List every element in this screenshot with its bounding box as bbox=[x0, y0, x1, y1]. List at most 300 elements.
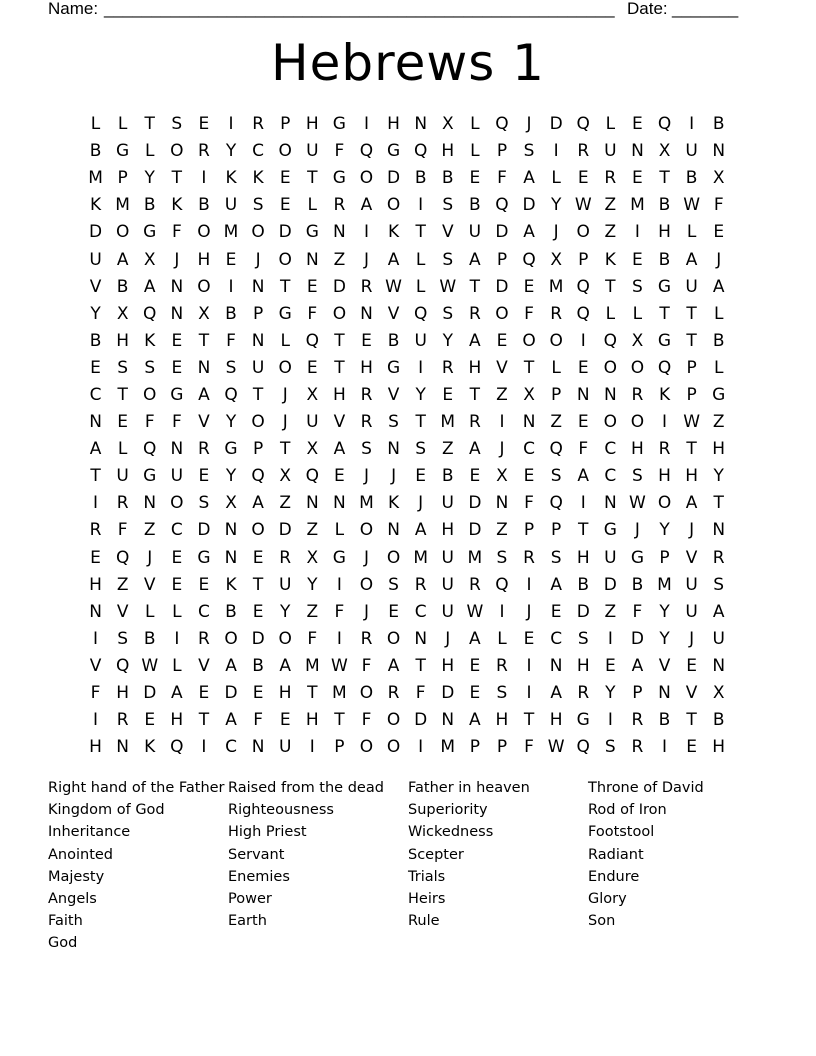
grid-letter: U bbox=[441, 547, 454, 568]
grid-letter: W bbox=[141, 655, 159, 676]
grid-letter: A bbox=[712, 276, 725, 297]
grid-letter: A bbox=[143, 276, 156, 297]
grid-letter: K bbox=[252, 168, 264, 189]
word-bank-item: Footstool bbox=[588, 824, 655, 841]
grid-row bbox=[82, 626, 734, 653]
word-bank-item: Father in heaven bbox=[408, 780, 530, 796]
grid-letter: C bbox=[414, 601, 427, 622]
grid-letter: S bbox=[117, 357, 129, 378]
grid-letter: C bbox=[197, 601, 210, 622]
word-column bbox=[588, 777, 768, 955]
grid-letter: Y bbox=[280, 601, 291, 622]
grid-letter: K bbox=[658, 384, 671, 405]
word-bank-item: Son bbox=[588, 913, 616, 930]
grid-letter: D bbox=[468, 520, 482, 541]
grid-letter: T bbox=[415, 655, 426, 676]
grid-letter: U bbox=[170, 466, 184, 487]
grid-letter: E bbox=[632, 168, 643, 189]
grid-letter: J bbox=[282, 384, 288, 405]
word-bank-item: Rule bbox=[408, 913, 440, 930]
grid-letter: G bbox=[657, 330, 672, 351]
grid-letter: F bbox=[524, 303, 534, 324]
grid-letter: A bbox=[225, 655, 237, 676]
grid-letter: V bbox=[198, 655, 210, 676]
grid-letter: S bbox=[442, 249, 454, 270]
grid-letter: U bbox=[278, 574, 292, 595]
grid-letter: Y bbox=[605, 683, 616, 704]
grid-letter: B bbox=[225, 303, 237, 324]
grid-letter: V bbox=[333, 412, 346, 433]
grid-letter: T bbox=[686, 710, 697, 731]
grid-letter: E bbox=[198, 114, 210, 135]
grid-letter: L bbox=[415, 249, 426, 270]
grid-letter: Q bbox=[657, 357, 672, 378]
grid-letter: H bbox=[441, 655, 455, 676]
grid-letter: M bbox=[359, 493, 374, 514]
grid-letter: Q bbox=[305, 330, 319, 351]
grid-letter: T bbox=[713, 493, 724, 514]
grid-letter: J bbox=[174, 249, 180, 270]
grid-letter: I bbox=[553, 141, 559, 162]
grid-letter: B bbox=[712, 114, 725, 135]
grid-letter: X bbox=[306, 384, 319, 405]
grid-letter: U bbox=[441, 493, 454, 514]
grid-letter: X bbox=[116, 303, 129, 324]
grid-letter: D bbox=[278, 520, 292, 541]
grid-letter: N bbox=[360, 303, 373, 324]
grid-letter: R bbox=[631, 384, 644, 405]
grid-letter: H bbox=[170, 710, 184, 731]
grid-letter: H bbox=[576, 655, 590, 676]
grid-letter: J bbox=[526, 601, 532, 622]
grid-letter: S bbox=[415, 439, 427, 460]
grid-letter: R bbox=[198, 628, 210, 649]
grid-letter: U bbox=[685, 574, 698, 595]
grid-letter: G bbox=[332, 547, 346, 568]
grid-letter: B bbox=[441, 168, 454, 189]
grid-letter: I bbox=[336, 574, 342, 595]
grid-letter: S bbox=[225, 357, 237, 378]
grid-letter: T bbox=[198, 710, 210, 731]
grid-letter: T bbox=[280, 439, 291, 460]
grid-letter: E bbox=[171, 330, 183, 351]
grid-letter: G bbox=[143, 222, 157, 243]
grid-letter: R bbox=[414, 574, 427, 595]
grid-letter: Y bbox=[90, 303, 101, 324]
grid-letter: R bbox=[116, 710, 129, 731]
grid-letter: T bbox=[334, 357, 345, 378]
grid-letter: I bbox=[309, 737, 315, 758]
grid-letter: R bbox=[468, 412, 481, 433]
grid-letter: O bbox=[170, 141, 184, 162]
grid-letter: B bbox=[143, 195, 156, 216]
word-bank-item: Rod of Iron bbox=[588, 802, 667, 819]
grid-letter: M bbox=[440, 737, 456, 758]
grid-letter: R bbox=[279, 547, 292, 568]
grid-letter: I bbox=[689, 114, 695, 135]
grid-letter: N bbox=[414, 628, 428, 649]
grid-letter: E bbox=[496, 330, 508, 351]
grid-letter: M bbox=[304, 655, 320, 676]
grid-letter: E bbox=[171, 574, 183, 595]
grid-letter: F bbox=[415, 683, 426, 704]
word-bank-item: Heirs bbox=[408, 890, 446, 907]
grid-letter: Z bbox=[116, 574, 129, 595]
grid-letter: W bbox=[574, 195, 592, 216]
word-bank-item: Raised from the dead bbox=[228, 780, 384, 796]
grid-letter: N bbox=[89, 601, 102, 622]
grid-letter: F bbox=[361, 655, 372, 676]
grid-row bbox=[82, 707, 734, 734]
grid-letter: D bbox=[278, 222, 292, 243]
grid-letter: H bbox=[631, 439, 644, 460]
grid-letter: X bbox=[441, 114, 454, 135]
grid-letter: V bbox=[89, 655, 102, 676]
grid-letter: Q bbox=[576, 737, 590, 758]
grid-letter: B bbox=[414, 168, 427, 189]
grid-letter: Q bbox=[495, 195, 509, 216]
grid-letter: I bbox=[662, 412, 668, 433]
grid-letter: A bbox=[523, 222, 535, 243]
grid-letter: Y bbox=[442, 330, 453, 351]
grid-letter: S bbox=[117, 628, 129, 649]
grid-letter: I bbox=[93, 710, 99, 731]
grid-letter: S bbox=[198, 493, 210, 514]
grid-letter: T bbox=[117, 384, 128, 405]
grid-letter: P bbox=[496, 249, 508, 270]
grid-letter: V bbox=[685, 547, 698, 568]
grid-letter: A bbox=[171, 683, 183, 704]
grid-letter: E bbox=[252, 601, 264, 622]
grid-letter: L bbox=[117, 114, 128, 135]
grid-letter: E bbox=[225, 249, 237, 270]
grid-letter: N bbox=[576, 384, 590, 405]
grid-letter: Q bbox=[495, 574, 509, 595]
grid-letter: L bbox=[470, 114, 480, 135]
grid-letter: M bbox=[440, 412, 456, 433]
grid-row bbox=[82, 463, 734, 490]
grid-letter: A bbox=[387, 655, 400, 676]
grid-letter: H bbox=[360, 357, 373, 378]
grid-letter: U bbox=[224, 195, 238, 216]
word-bank-item: Throne of David bbox=[588, 780, 704, 796]
grid-letter: O bbox=[251, 412, 265, 433]
grid-letter: R bbox=[252, 114, 265, 135]
date-label: Date: bbox=[627, 0, 668, 18]
grid-letter: B bbox=[712, 710, 725, 731]
grid-letter: L bbox=[713, 357, 724, 378]
grid-letter: F bbox=[171, 222, 182, 243]
grid-letter: M bbox=[332, 683, 347, 704]
grid-letter: B bbox=[658, 710, 671, 731]
grid-letter: L bbox=[551, 357, 561, 378]
grid-letter: F bbox=[171, 412, 182, 433]
word-bank-item: Trials bbox=[408, 868, 446, 885]
grid-letter: P bbox=[334, 737, 345, 758]
grid-letter: L bbox=[605, 303, 616, 324]
grid-letter: V bbox=[198, 412, 210, 433]
grid-letter: F bbox=[334, 141, 345, 162]
grid-letter: E bbox=[90, 547, 101, 568]
grid-letter: E bbox=[361, 330, 372, 351]
word-bank-item: Right hand of the Father bbox=[48, 780, 225, 796]
grid-letter: Y bbox=[713, 466, 724, 487]
grid-letter: S bbox=[550, 466, 562, 487]
grid-row bbox=[82, 734, 734, 761]
grid-letter: C bbox=[89, 384, 102, 405]
grid-letter: N bbox=[224, 547, 238, 568]
grid-row bbox=[82, 111, 734, 138]
grid-letter: S bbox=[604, 737, 616, 758]
grid-letter: T bbox=[659, 303, 670, 324]
grid-letter: F bbox=[144, 412, 155, 433]
grid-letter: U bbox=[441, 574, 454, 595]
grid-letter: Q bbox=[359, 141, 374, 162]
grid-letter: E bbox=[442, 384, 454, 405]
grid-letter: S bbox=[361, 439, 372, 460]
grid-letter: R bbox=[198, 141, 210, 162]
grid-letter: Q bbox=[251, 466, 265, 487]
grid-letter: Z bbox=[279, 493, 292, 514]
grid-letter: O bbox=[386, 628, 401, 649]
grid-letter: A bbox=[89, 439, 102, 460]
grid-letter: E bbox=[279, 195, 291, 216]
grid-letter: O bbox=[657, 493, 672, 514]
grid-letter: T bbox=[171, 168, 183, 189]
grid-letter: G bbox=[143, 466, 157, 487]
grid-letter: D bbox=[576, 601, 590, 622]
grid-row bbox=[82, 382, 734, 409]
grid-letter: E bbox=[577, 168, 589, 189]
grid-letter: C bbox=[170, 520, 183, 541]
grid-letter: Q bbox=[495, 114, 509, 135]
grid-letter: I bbox=[201, 168, 207, 189]
grid-letter: J bbox=[689, 520, 695, 541]
grid-letter: S bbox=[496, 547, 508, 568]
grid-letter: A bbox=[360, 195, 373, 216]
grid-letter: N bbox=[170, 303, 184, 324]
grid-letter: X bbox=[712, 168, 725, 189]
grid-letter: N bbox=[414, 114, 428, 135]
grid-letter: I bbox=[526, 655, 532, 676]
grid-letter: P bbox=[659, 547, 670, 568]
grid-letter: U bbox=[251, 357, 265, 378]
grid-letter: W bbox=[466, 601, 484, 622]
grid-letter: R bbox=[496, 655, 508, 676]
grid-letter: J bbox=[255, 249, 261, 270]
grid-letter: R bbox=[360, 412, 373, 433]
grid-letter: Z bbox=[143, 520, 156, 541]
grid-letter: N bbox=[712, 520, 726, 541]
grid-letter: G bbox=[603, 520, 617, 541]
grid-letter: B bbox=[685, 168, 698, 189]
grid-letter: I bbox=[201, 737, 207, 758]
grid-letter: X bbox=[279, 466, 292, 487]
grid-letter: D bbox=[468, 493, 482, 514]
grid-letter: L bbox=[632, 303, 643, 324]
grid-letter: D bbox=[630, 628, 644, 649]
grid-letter: O bbox=[386, 195, 401, 216]
grid-row bbox=[82, 599, 734, 626]
grid-letter: P bbox=[686, 357, 697, 378]
grid-letter: N bbox=[712, 141, 726, 162]
grid-letter: R bbox=[387, 683, 400, 704]
grid-letter: S bbox=[442, 195, 454, 216]
grid-letter: I bbox=[526, 683, 532, 704]
grid-letter: R bbox=[468, 574, 481, 595]
grid-letter: G bbox=[332, 168, 346, 189]
grid-letter: V bbox=[143, 574, 156, 595]
grid-letter: K bbox=[225, 168, 237, 189]
grid-letter: I bbox=[662, 737, 668, 758]
word-bank-item: Anointed bbox=[48, 846, 114, 863]
grid-letter: F bbox=[524, 737, 534, 758]
grid-letter: A bbox=[631, 655, 644, 676]
grid-letter: D bbox=[89, 222, 103, 243]
grid-letter: R bbox=[333, 195, 346, 216]
grid-letter: I bbox=[228, 114, 234, 135]
grid-letter: X bbox=[306, 547, 319, 568]
grid-letter: R bbox=[604, 168, 617, 189]
grid-letter: J bbox=[363, 547, 369, 568]
grid-letter: U bbox=[468, 222, 482, 243]
grid-letter: P bbox=[551, 384, 562, 405]
grid-letter: U bbox=[604, 141, 617, 162]
grid-letter: B bbox=[252, 655, 264, 676]
grid-letter: N bbox=[251, 330, 265, 351]
grid-letter: I bbox=[336, 628, 342, 649]
grid-letter: F bbox=[632, 601, 643, 622]
grid-letter: I bbox=[580, 493, 586, 514]
grid-row bbox=[82, 246, 734, 273]
grid-letter: E bbox=[550, 601, 562, 622]
grid-letter: G bbox=[712, 384, 726, 405]
grid-letter: O bbox=[332, 303, 347, 324]
grid-letter: Z bbox=[441, 439, 454, 460]
grid-letter: Y bbox=[659, 628, 670, 649]
grid-letter: L bbox=[117, 439, 128, 460]
grid-letter: H bbox=[468, 357, 482, 378]
grid-letter: F bbox=[307, 303, 318, 324]
grid-letter: V bbox=[685, 683, 698, 704]
grid-row bbox=[82, 328, 734, 355]
grid-letter: M bbox=[630, 195, 645, 216]
grid-letter: D bbox=[197, 520, 211, 541]
grid-letter: O bbox=[278, 141, 292, 162]
grid-letter: Q bbox=[115, 547, 130, 568]
grid-letter: P bbox=[578, 249, 589, 270]
word-column bbox=[228, 777, 408, 955]
grid-letter: E bbox=[252, 683, 264, 704]
grid-letter: S bbox=[632, 466, 643, 487]
grid-letter: N bbox=[224, 520, 238, 541]
grid-letter: K bbox=[225, 574, 237, 595]
grid-letter: E bbox=[198, 683, 210, 704]
grid-letter: K bbox=[144, 330, 156, 351]
grid-letter: T bbox=[686, 439, 697, 460]
grid-letter: V bbox=[387, 303, 400, 324]
grid-letter: L bbox=[307, 195, 318, 216]
grid-letter: O bbox=[386, 710, 401, 731]
grid-letter: R bbox=[577, 683, 590, 704]
grid-letter: A bbox=[198, 384, 210, 405]
grid-letter: J bbox=[689, 628, 695, 649]
word-bank-item: High Priest bbox=[228, 824, 307, 841]
grid-letter: P bbox=[686, 384, 697, 405]
grid-letter: B bbox=[712, 330, 725, 351]
grid-letter: J bbox=[147, 547, 153, 568]
grid-letter: Z bbox=[604, 222, 617, 243]
grid-letter: O bbox=[143, 384, 157, 405]
grid-letter: K bbox=[604, 249, 616, 270]
grid-letter: T bbox=[523, 710, 535, 731]
grid-letter: T bbox=[90, 466, 101, 487]
grid-letter: H bbox=[549, 710, 563, 731]
grid-letter: J bbox=[634, 520, 640, 541]
grid-letter: S bbox=[171, 114, 183, 135]
grid-letter: I bbox=[174, 628, 180, 649]
grid-letter: M bbox=[115, 195, 130, 216]
grid-letter: D bbox=[224, 683, 238, 704]
grid-letter: F bbox=[578, 439, 589, 460]
grid-letter: A bbox=[469, 710, 481, 731]
grid-letter: V bbox=[387, 384, 400, 405]
grid-letter: E bbox=[306, 357, 318, 378]
word-bank-item: Kingdom of God bbox=[48, 802, 165, 819]
grid-letter: N bbox=[170, 276, 184, 297]
grid-row bbox=[82, 355, 734, 382]
grid-letter: A bbox=[414, 520, 427, 541]
grid-letter: C bbox=[225, 737, 237, 758]
grid-letter: R bbox=[550, 303, 563, 324]
grid-letter: T bbox=[144, 114, 155, 135]
grid-letter: H bbox=[89, 737, 102, 758]
grid-letter: Y bbox=[659, 601, 670, 622]
grid-letter: A bbox=[116, 249, 129, 270]
grid-row bbox=[82, 653, 734, 680]
grid-letter: U bbox=[604, 547, 617, 568]
grid-letter: E bbox=[117, 412, 129, 433]
grid-letter: X bbox=[198, 303, 210, 324]
grid-letter: Z bbox=[712, 412, 725, 433]
grid-letter: R bbox=[631, 710, 644, 731]
grid-letter: I bbox=[580, 330, 586, 351]
grid-letter: J bbox=[363, 466, 369, 487]
grid-letter: Q bbox=[522, 249, 536, 270]
grid-letter: O bbox=[278, 628, 292, 649]
grid-letter: U bbox=[712, 628, 725, 649]
grid-letter: S bbox=[388, 574, 399, 595]
grid-letter: A bbox=[252, 493, 264, 514]
grid-letter: T bbox=[280, 276, 291, 297]
word-column bbox=[408, 777, 588, 955]
grid-letter: A bbox=[469, 249, 481, 270]
grid-letter: T bbox=[334, 710, 345, 731]
grid-letter: T bbox=[578, 520, 589, 541]
grid-letter: A bbox=[387, 249, 400, 270]
grid-letter: X bbox=[306, 439, 319, 460]
grid-letter: R bbox=[631, 737, 644, 758]
grid-row bbox=[82, 219, 734, 246]
grid-letter: Z bbox=[550, 412, 562, 433]
grid-letter: G bbox=[170, 384, 184, 405]
grid-letter: S bbox=[713, 574, 725, 595]
grid-letter: Q bbox=[576, 303, 590, 324]
grid-row bbox=[82, 436, 734, 463]
grid-letter: K bbox=[388, 493, 400, 514]
grid-letter: U bbox=[685, 141, 698, 162]
grid-letter: T bbox=[469, 276, 481, 297]
